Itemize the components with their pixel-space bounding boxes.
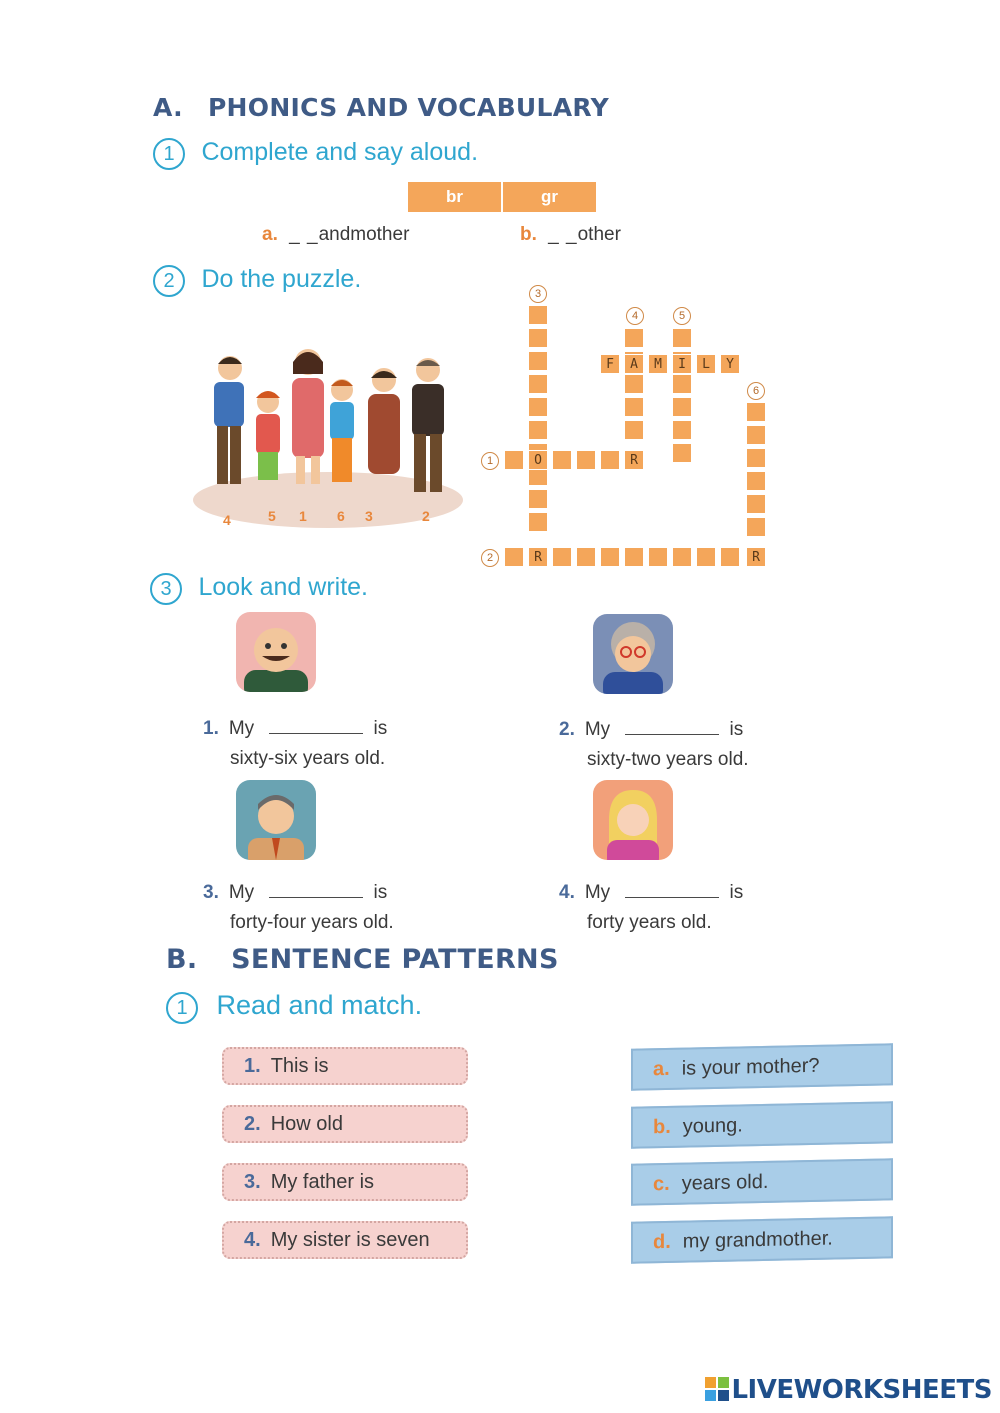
item-letter: a. [262, 224, 278, 245]
item-age: forty years old. [587, 912, 712, 933]
look-write-item-1 [203, 714, 387, 774]
task-number-badge: 1 [166, 992, 198, 1024]
grandmother-portrait-icon [593, 614, 673, 694]
section-a-letter: A. [153, 93, 183, 122]
crossword-cell: L [696, 354, 716, 374]
item-letter: d. [653, 1230, 671, 1254]
crossword-cell: Y [720, 354, 740, 374]
task-b1-label: Read and match. [216, 990, 423, 1020]
clue-number: 2 [481, 549, 499, 567]
picture-number: 1 [299, 508, 307, 524]
section-a-title: PHONICS AND VOCABULARY [207, 93, 609, 122]
match-right-item-b[interactable] [631, 1101, 893, 1148]
match-right-item-d[interactable] [631, 1216, 893, 1263]
item-text: is [373, 718, 388, 739]
item-age: sixty-two years old. [587, 749, 749, 770]
look-write-item-2 [559, 715, 749, 775]
picture-number: 5 [268, 508, 276, 524]
item-text: my grandmother. [682, 1227, 833, 1253]
item-word: andmother [318, 224, 410, 245]
crossword-cell: A [624, 354, 644, 374]
clue-number: 6 [747, 382, 765, 400]
item-number: 4. [559, 882, 575, 903]
logo-mark-icon [705, 1377, 729, 1401]
item-text: is your mother? [681, 1054, 820, 1080]
item-text: This is [270, 1055, 329, 1077]
clue-number: 3 [529, 285, 547, 303]
answer-blank[interactable] [269, 733, 363, 734]
item-text: My sister is seven [270, 1229, 430, 1251]
item-age: forty-four years old. [230, 912, 394, 933]
crossword-cell: R [746, 547, 766, 567]
task-number-badge: 2 [153, 265, 185, 297]
crossword-cell: M [648, 354, 668, 374]
item-letter: b. [520, 224, 537, 245]
clue-number: 4 [626, 307, 644, 325]
look-write-item-4 [559, 878, 743, 938]
item-number: 3. [203, 882, 219, 903]
grandfather-portrait-icon [236, 612, 316, 692]
crossword-cell: R [624, 450, 644, 470]
liveworksheets-logo [705, 1375, 992, 1405]
item-text: My [228, 882, 255, 903]
item-number: 1. [244, 1055, 261, 1077]
section-a-heading [153, 93, 609, 122]
task-a3-label: Look and write. [198, 573, 368, 601]
phonics-item-b [520, 224, 621, 246]
section-b-letter: B. [166, 944, 198, 975]
section-b-title: SENTENCE PATTERNS [231, 944, 559, 975]
look-write-item-3 [203, 878, 394, 938]
phonics-tab-gr: gr [503, 182, 596, 212]
item-letter: b. [653, 1115, 671, 1139]
task-a1-heading [153, 138, 478, 170]
family-picture-icon [192, 340, 464, 530]
item-text: is [729, 882, 744, 903]
item-text: is [373, 882, 388, 903]
picture-number: 4 [223, 512, 231, 528]
crossword-cell: O [528, 450, 548, 470]
item-number: 4. [244, 1229, 261, 1251]
match-right-item-c[interactable] [631, 1158, 893, 1205]
item-text: young. [682, 1114, 743, 1138]
item-word: other [577, 224, 621, 245]
picture-number: 3 [365, 508, 373, 524]
blank-field[interactable]: _ _ [548, 224, 578, 245]
task-a1-label: Complete and say aloud. [201, 138, 479, 166]
item-text: My [584, 719, 611, 740]
task-a2-heading [153, 265, 361, 297]
crossword-cell: I [672, 354, 692, 374]
match-left-item-3[interactable] [222, 1163, 468, 1201]
phonics-item-a [262, 224, 409, 246]
match-left-item-4[interactable] [222, 1221, 468, 1259]
section-b-heading [166, 944, 559, 975]
task-b1-heading [166, 990, 422, 1024]
blank-field[interactable]: _ _ [289, 224, 319, 245]
task-number-badge: 3 [150, 573, 182, 605]
item-number: 1. [203, 718, 219, 739]
item-letter: c. [653, 1172, 670, 1196]
task-a3-heading [150, 573, 368, 605]
father-portrait-icon [236, 780, 316, 860]
phonics-tab-br: br [408, 182, 501, 212]
mother-portrait-icon [593, 780, 673, 860]
item-text: My father is [270, 1171, 375, 1193]
item-age: sixty-six years old. [230, 748, 386, 769]
crossword-cell: F [600, 354, 620, 374]
item-text: How old [270, 1113, 343, 1135]
crossword-puzzle [478, 282, 778, 572]
crossword-cell: R [528, 547, 548, 567]
clue-number: 1 [481, 452, 499, 470]
picture-number: 2 [422, 508, 430, 524]
task-a2-label: Do the puzzle. [201, 265, 362, 293]
item-letter: a. [653, 1057, 670, 1081]
match-left-item-1[interactable] [222, 1047, 468, 1085]
item-text: My [228, 718, 255, 739]
answer-blank[interactable] [625, 897, 719, 898]
item-text: is [729, 719, 744, 740]
match-right-item-a[interactable] [631, 1043, 893, 1090]
family-illustration [192, 340, 464, 530]
item-number: 2. [559, 719, 575, 740]
match-left-item-2[interactable] [222, 1105, 468, 1143]
answer-blank[interactable] [269, 897, 363, 898]
logo-text: LIVEWORKSHEETS [731, 1375, 992, 1405]
item-number: 3. [244, 1171, 261, 1193]
item-number: 2. [244, 1113, 261, 1135]
picture-number: 6 [337, 508, 345, 524]
answer-blank[interactable] [625, 734, 719, 735]
item-text: years old. [681, 1170, 769, 1195]
task-number-badge: 1 [153, 138, 185, 170]
item-text: My [584, 882, 611, 903]
clue-number: 5 [673, 307, 691, 325]
